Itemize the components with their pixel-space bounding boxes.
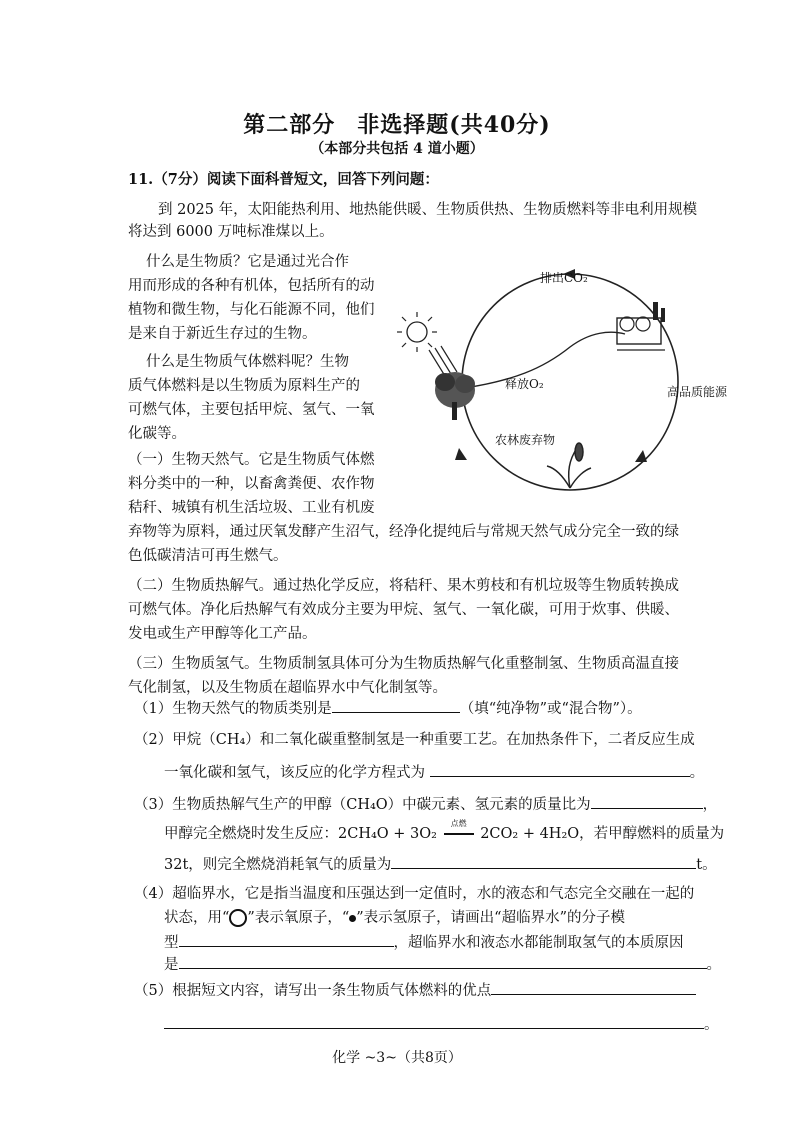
oxygen-atom-icon	[229, 909, 247, 927]
q3-text-oxygen: 32t，则完全燃烧消耗氧气的质量为	[164, 857, 392, 873]
q3-line1	[134, 792, 717, 817]
sun-icon	[397, 312, 437, 352]
cycle-svg	[395, 262, 745, 502]
para3-line: 化碳等。	[128, 426, 186, 442]
section-title	[0, 108, 794, 139]
q4-line4	[164, 952, 721, 977]
para5-line: 发电或生产甲醇等化工产品。	[128, 626, 317, 642]
q4-text-b: ”表示氧原子，“	[247, 910, 350, 926]
tree-icon	[435, 372, 475, 420]
reaction-condition: 点燃	[450, 819, 467, 828]
q3-line2	[164, 819, 725, 846]
factory-icon	[617, 302, 665, 350]
q4-text-e: ，超临界水和液态水都能制取氢气的本质原因	[393, 935, 684, 951]
q3-text: （3）生物质热解气生产的甲醇（CH₄O）中碳元素、氢元素的质量比为	[134, 797, 591, 813]
sunlight-arrows	[429, 346, 457, 376]
q5-text: （5）根据短文内容，请写出一条生物质气体燃料的优点	[134, 983, 492, 999]
q3-line3	[164, 852, 717, 877]
para2-line: 用而形成的各种有机体，包括所有的动	[128, 278, 375, 294]
q2-text: 一氧化碳和氢气，该反应的化学方程式为	[164, 765, 425, 781]
para4-line: 弃物等为原料，通过厌氧发酵产生沼气，经净化提纯后与常规天然气成分完全一致的绿	[128, 524, 679, 540]
para3-line: 可燃气体，主要包括甲烷、氢气、一氧	[128, 402, 375, 418]
para2-line: 植物和微生物，与化石能源不同，他们	[128, 302, 375, 318]
label-waste: 农林废弃物	[495, 433, 556, 447]
q4-text-f: 是	[164, 957, 179, 973]
para4-line: 秸秆、城镇有机生活垃圾、工业有机废	[128, 500, 375, 516]
q5-answer-blank[interactable]	[491, 978, 696, 995]
para3-line: 质气体燃料是以生物质为原料生产的	[128, 378, 360, 394]
label-o2: 释放O₂	[505, 377, 544, 391]
biomass-cycle-diagram	[395, 262, 745, 502]
section-subtitle: （本部分共包括 4 道小题）	[310, 141, 484, 157]
question-intro: 11.（7分）阅读下面科普短文，回答下列问题：	[128, 171, 439, 188]
q2-line1: （2）甲烷（CH₄）和二氧化碳重整制氢是一种重要工艺。在加热条件下，二者反应生成	[134, 732, 695, 748]
q3-eq-left: 甲醇完全燃烧时发生反应：2CH₄O + 3O₂	[164, 826, 437, 842]
para2-line: 什么是生物质？它是通过光合作	[146, 254, 349, 270]
page-footer: 化学 ~3~（共8页）	[332, 1050, 462, 1066]
q5-line1	[134, 978, 696, 1003]
q1-answer-blank[interactable]	[332, 696, 460, 713]
q3-text-end: ，	[702, 797, 718, 813]
q1	[134, 696, 642, 721]
q3-eq-right: 2CO₂ + 4H₂O，若甲醇燃料的质量为	[480, 826, 725, 842]
q4-text-c: ”表示氢原子，请画出“超临界水”的分子模	[356, 910, 625, 926]
section-title-rest: 非选择题(共40分)	[357, 112, 551, 138]
crop-icon	[547, 443, 591, 488]
q4-line2	[164, 906, 625, 930]
para1-line1: 到 2025 年，太阳能热利用、地热能供暖、生物质供热、生物质燃料等非电利用规模	[158, 202, 698, 218]
para6-line: （三）生物质氢气。生物质制氢具体可分为生物质热解气化重整制氢、生物质高温直接	[128, 656, 679, 672]
para1-line2: 将达到 6000 万吨标准煤以上。	[128, 224, 334, 240]
para4-line: （一）生物天然气。它是生物质气体燃	[128, 452, 375, 468]
para4-line: 色低碳清洁可再生燃气。	[128, 548, 288, 564]
reaction-arrow	[442, 819, 476, 846]
para3-line: 什么是生物质气体燃料呢？生物	[146, 354, 349, 370]
q4-text-d: 型	[164, 935, 179, 951]
q4-line1: （4）超临界水，它是指当温度和压强达到一定值时，水的液态和气态完全交融在一起的	[134, 886, 695, 902]
q5-line2	[164, 1012, 719, 1037]
q3-ratio-blank[interactable]	[591, 792, 703, 809]
section-title-part: 第二部分	[243, 112, 336, 138]
q5-end: 。	[704, 1017, 719, 1033]
label-co2: 排出CO₂	[540, 271, 588, 285]
q2-end: 。	[689, 765, 705, 781]
para5-line: 可燃气体。净化后热解气有效成分主要为甲烷、氢气、一氧化碳，可用于炊事、供暖、	[128, 602, 679, 618]
para4-line: 料分类中的一种，以畜禽粪便、农作物	[128, 476, 375, 492]
q5-answer-blank-2[interactable]	[164, 1012, 704, 1029]
q1-text: （1）生物天然气的物质类别是	[134, 701, 332, 717]
q1-text-end: （填“纯净物”或“混合物”）。	[459, 701, 642, 717]
q3-oxygen-blank[interactable]	[391, 852, 696, 869]
para5-line: （二）生物质热解气。通过热化学反应，将秸秆、果木剪枝和有机垃圾等生物质转换成	[128, 578, 679, 594]
q3-unit: t。	[696, 857, 717, 873]
label-energy: 高品质能源	[667, 385, 728, 399]
q4-model-blank[interactable]	[179, 930, 394, 947]
para2-line: 是来自于新近生存过的生物。	[128, 326, 317, 342]
q4-text-a: 状态，用“	[164, 910, 230, 926]
q2-answer-blank[interactable]	[430, 760, 690, 777]
q4-reason-blank[interactable]	[179, 952, 707, 969]
para6-line: 气化制氢，以及生物质在超临界水中气化制氢等。	[128, 680, 447, 696]
q4-end: 。	[706, 957, 721, 973]
q2-line2	[164, 760, 704, 785]
